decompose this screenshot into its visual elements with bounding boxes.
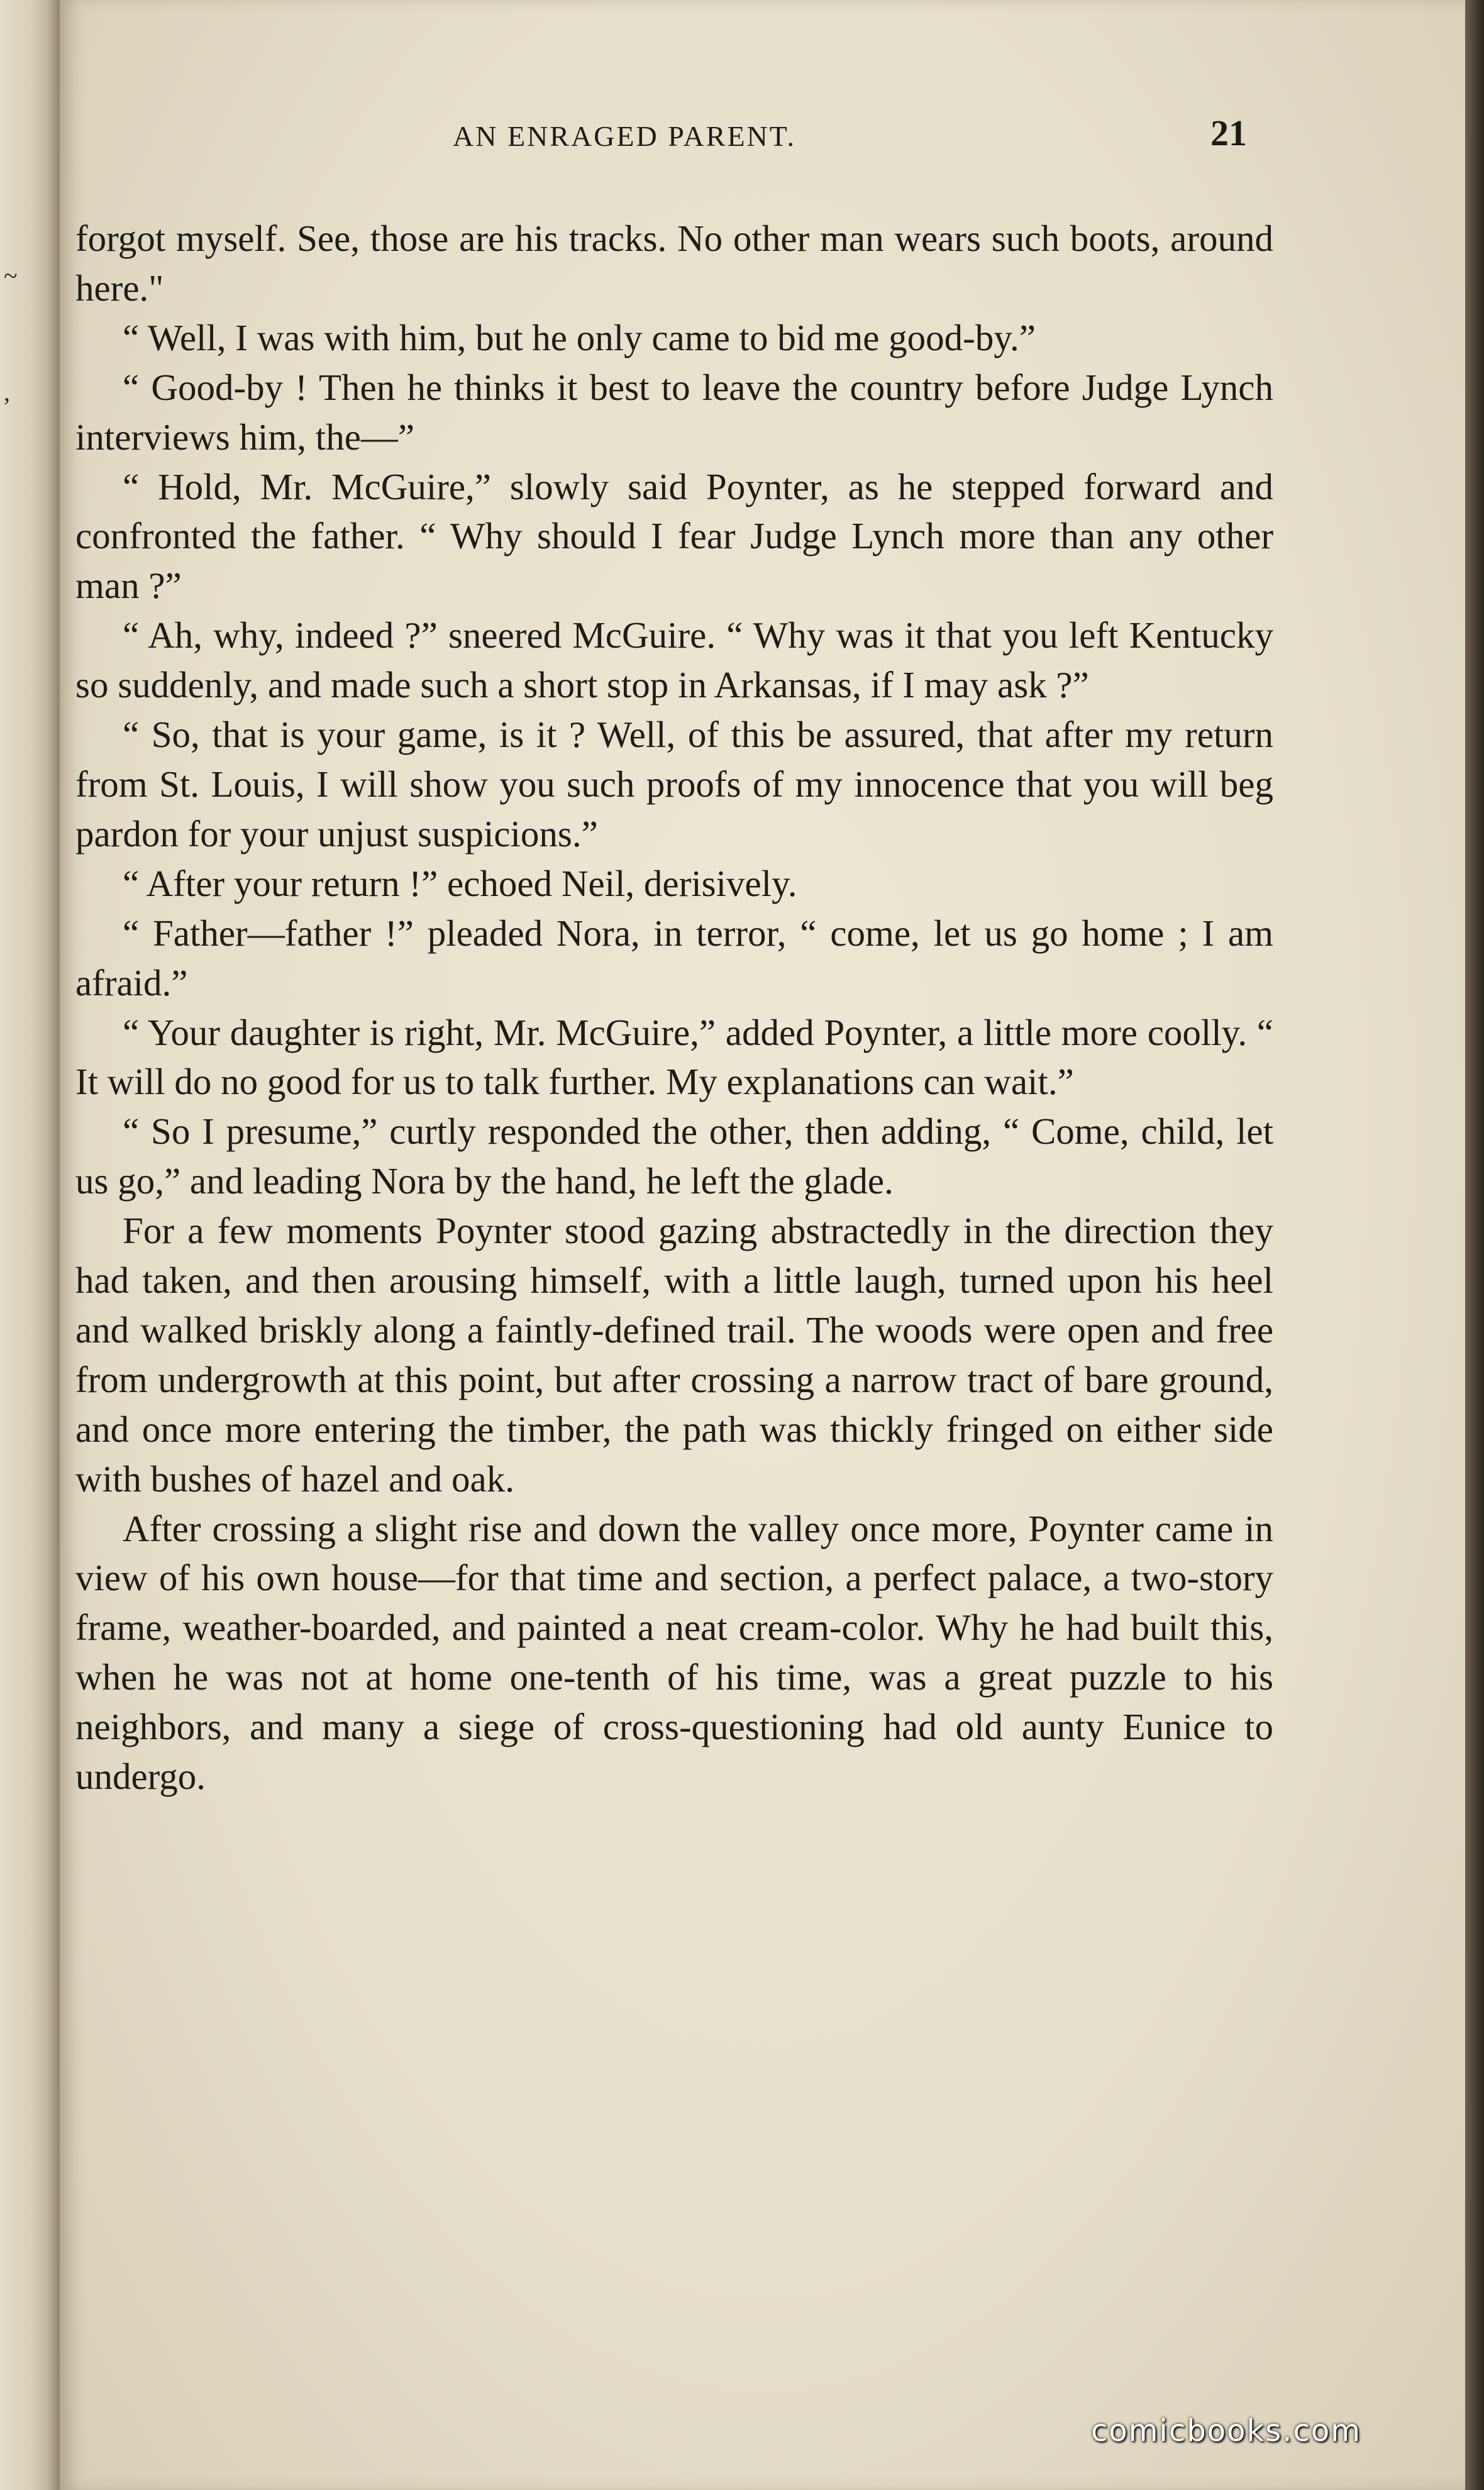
paragraph: “ Father—father !” pleaded Nora, in terror, “ come, let us go home ; I am afraid.” [75, 912, 1273, 1004]
page-edge-shadow [1465, 0, 1484, 2490]
paragraph: “ So I presume,” curtly responded the other, then adding, “ Come, child, let us go,” and leading Nora by the hand, he left the glade. [75, 1110, 1273, 1202]
paragraph: “ So, that is your game, is it ? Well, of this be assured, that after my return from St. Louis, I will show you such proofs of my innocence that you will beg pardon for your unjust suspicions.” [75, 714, 1273, 855]
paragraph: For a few moments Poynter stood gazing abstractedly in the direction they had taken, and then arousing himself, with a little laugh, turned upon his heel and walked briskly along a faintly-defined trail. The woods were open and free from undergrowth at this point, but after crossing a narrow tract of bare ground, and once more entering the timber, the path was thickly fringed on either side with bushes of hazel and oak. [75, 1210, 1273, 1500]
page-header [60, 113, 1465, 170]
paragraph: forgot myself. See, those are his tracks. No other man wears such boots, around here." [75, 218, 1273, 309]
body-text [75, 214, 1273, 1801]
running-title: AN ENRAGED PARENT. [453, 120, 796, 152]
margin-ink-mark: ~ [4, 262, 18, 290]
paragraph: “ Ah, why, indeed ?” sneered McGuire. “ Why was it that you left Kentucky so suddenly, and made such a short stop in Arkansas, if I may ask ?” [75, 614, 1273, 706]
paragraph: “ Your daughter is right, Mr. McGuire,” added Poynter, a little more coolly. “ It will do no good for us to talk further. My explanations can wait.” [75, 1011, 1273, 1103]
paragraph: “ After your return !” echoed Neil, derisively. [123, 862, 797, 904]
paragraph: “ Good-by ! Then he thinks it best to leave the country before Judge Lynch interviews him, the—” [75, 366, 1273, 458]
book-spine-gutter [0, 0, 60, 2490]
book-page [60, 0, 1465, 2490]
watermark: comicbooks.com [1091, 2413, 1362, 2448]
margin-ink-mark: , [4, 378, 10, 406]
paragraph: “ Hold, Mr. McGuire,” slowly said Poynter, as he stepped forward and confronted the father. “ Why should I fear Judge Lynch more than any other man ?” [75, 465, 1273, 607]
paragraph: After crossing a slight rise and down the valley once more, Poynter came in view of his own house—for that time and section, a perfect palace, a two-story frame, weather-boarded, and painted a neat cream-color. Why he had built this, when he was not at home one-tenth of his time, was a great puzzle to his neighbors, and many a siege of cross-questioning had old aunty Eunice to undergo. [75, 1507, 1273, 1798]
page-number: 21 [1210, 113, 1247, 153]
paragraph: “ Well, I was with him, but he only came to bid me good-by.” [123, 316, 1036, 358]
